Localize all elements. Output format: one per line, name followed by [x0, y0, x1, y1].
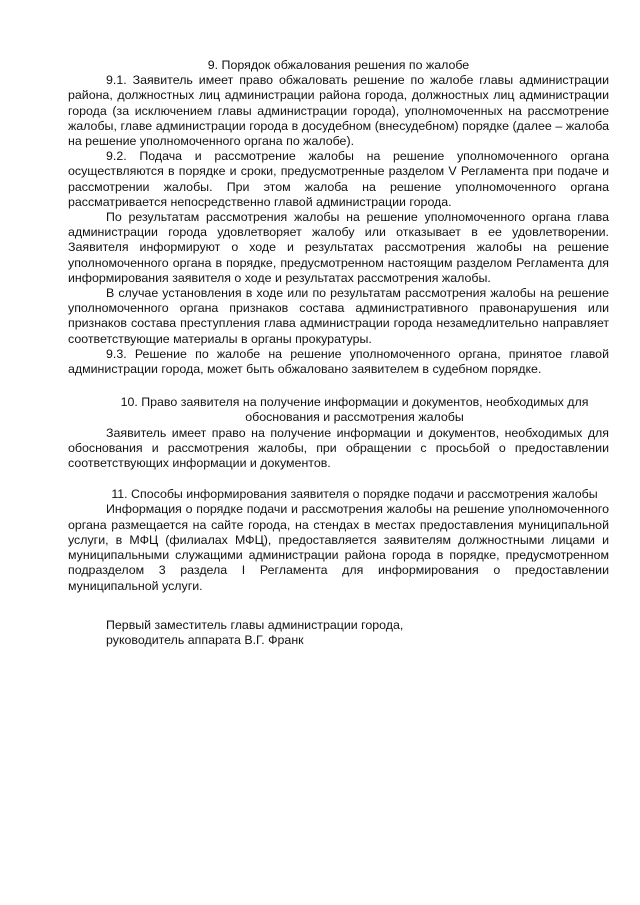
section-9-paragraph-1: 9.1. Заявитель имеет право обжаловать решение по жалобе главы администрации района, должностных лиц администрации района города, должностных лиц администрации города (за исключением главы администрации города), уполномоченных на рассмотрение жалобы, главе администрации города в досудебном (внесудебном) порядке (далее – жалоба на решение уполномоченного органа по жалобе).: [68, 73, 609, 149]
section-9-paragraph-2: 9.2. Подача и рассмотрение жалобы на решение уполномоченного органа осуществляются в порядке и сроки, предусмотренные разделом V Регламента при подаче и рассмотрении жалобы. При этом жалоба на решение уполномоченного органа рассматривается непосредственно главой администрации города.: [68, 149, 609, 209]
signature-line-1: Первый заместитель главы администрации города,: [106, 617, 404, 632]
signature-block: [68, 618, 609, 648]
section-11: [68, 487, 609, 593]
section-11-paragraph-1: Информация о порядке подачи и рассмотрения жалобы на решение уполномоченного органа размещается на сайте города, на стендах в местах предоставления муниципальной услуги, в МФЦ (филиалах МФЦ), предоставляется заявителям должностными лицами и муниципальными служащими администрации района города в порядке, предусмотренном подразделом 3 раздела I Регламента для информирования о предоставлении муниципальной услуги.: [68, 502, 609, 593]
section-10-heading: 10. Право заявителя на получение информации и документов, необходимых для обоснования и рассмотрения жалобы: [120, 395, 589, 425]
section-11-heading: 11. Способы информирования заявителя о порядке подачи и рассмотрения жалобы: [111, 487, 598, 502]
section-9-paragraph-3: По результатам рассмотрения жалобы на решение уполномоченного органа глава администрации города удовлетворяет жалобу или отказывает в ее удовлетворении. Заявителя информируют о ходе и результатах рассмотрения жалобы на решение уполномоченного органа в порядке, предусмотренном настоящим разделом Регламента для информирования заявителя о ходе и результатах рассмотрения жалобы.: [68, 210, 609, 285]
section-9-paragraph-4: В случае установления в ходе или по результатам рассмотрения жалобы на решение уполномоченного органа признаков состава административного правонарушения или признаков состава преступления глава администрации города незамедлительно направляет соответствующие материалы в органы прокуратуры.: [68, 286, 609, 346]
section-10: [68, 395, 609, 471]
section-9: [68, 58, 609, 377]
section-9-heading: 9. Порядок обжалования решения по жалобе: [207, 58, 470, 72]
signature-spacer: [68, 594, 609, 618]
section-9-paragraph-5: 9.3. Решение по жалобе на решение уполномоченного органа, принятое главой администрации города, может быть обжаловано заявителем в судебном порядке.: [68, 346, 609, 377]
document-page: [68, 58, 609, 648]
section-10-paragraph-1: Заявитель имеет право на получение информации и документов, необходимых для обоснования и рассмотрения жалобы, при обращении с просьбой о предоставлении соответствующих информации и документов.: [68, 425, 609, 471]
section-spacer: [68, 471, 609, 487]
signature-line-2: руководитель аппарата В.Г. Франк: [106, 632, 304, 647]
section-spacer: [68, 377, 609, 395]
